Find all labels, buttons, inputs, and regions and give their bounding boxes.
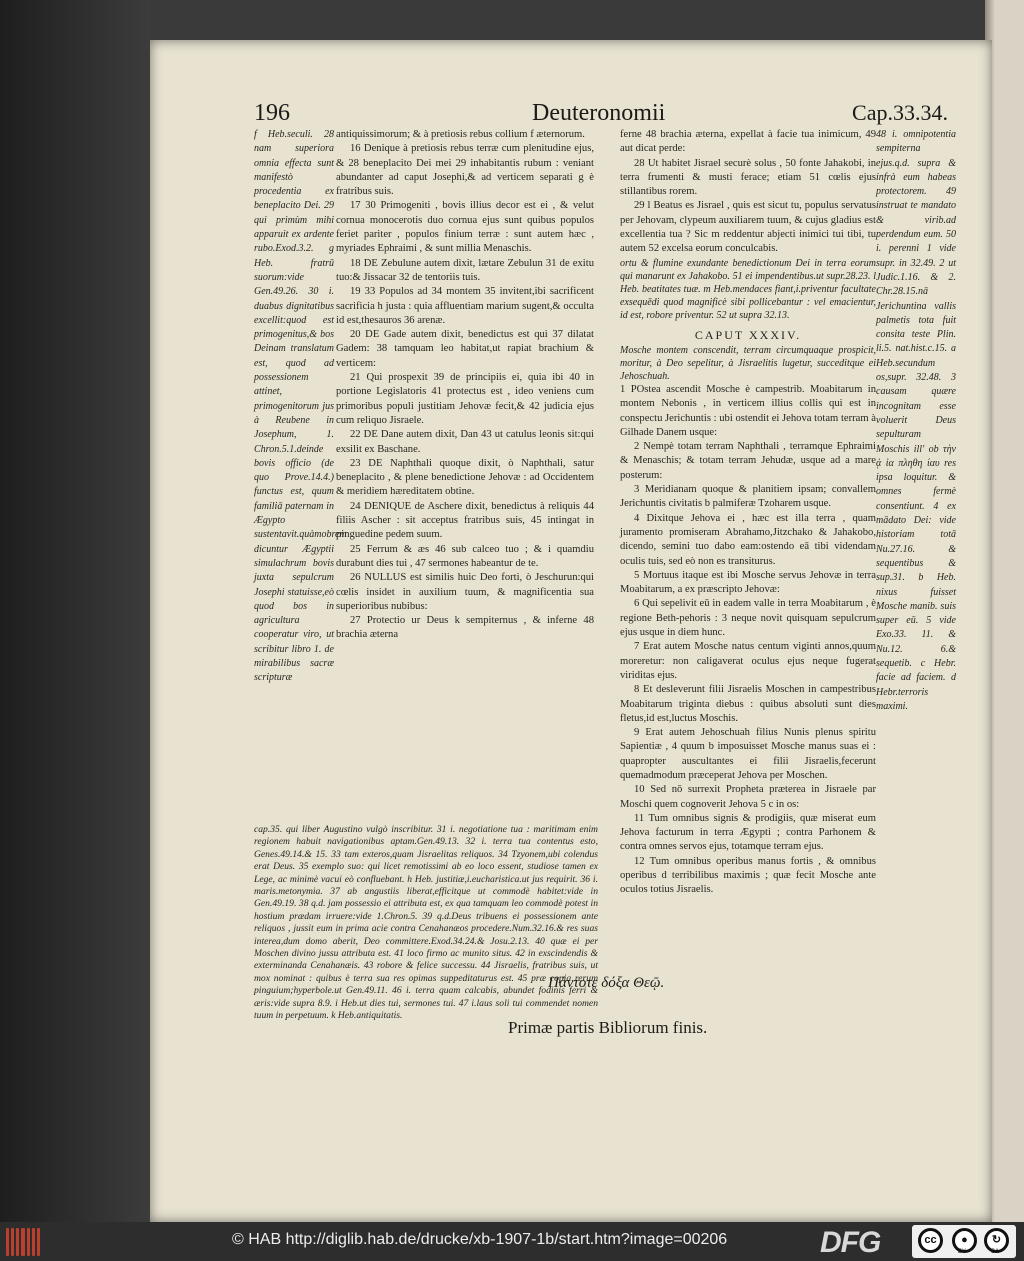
hab-logo-icon bbox=[6, 1228, 40, 1256]
source-url-link[interactable]: © HAB http://diglib.hab.de/drucke/xb-1907-1b/start.htm?image=00206 bbox=[232, 1231, 728, 1248]
verse-paragraph: antiquissimorum; & à pretiosis rebus collium f æternorum. bbox=[336, 129, 585, 140]
verse-paragraph: 22 DE Dane autem dixit, Dan 43 ut catulus leonis sit:qui exsilit ex Baschane. bbox=[336, 429, 594, 455]
verse-paragraph: 4 Dixitque Jehova ei , hæc est illa terra , quam juramento promiseram Abrahamo,Jitzchako & Jahakobo, dicendo, semini tuo dabo eam:ostendo eā tibi videndam oculis tuis, sed eò non es transiturus. bbox=[620, 512, 876, 567]
verse-paragraph: 20 DE Gade autem dixit, benedictus est qui 37 dilatat Gadem: 38 tamquam leo habitat,ut rapiat brachium & verticem: bbox=[336, 329, 594, 369]
left-shadow bbox=[0, 0, 150, 1222]
verse-paragraph: 12 Tum omnibus operibus manus fortis , & omnibus operibus d terribilibus maximis ; quæ fecit Mosche ante oculos totius Jisraelis. bbox=[620, 855, 876, 896]
verse-paragraph: ferne 48 brachia æterna, expellat à facie tua inimicum, 49 aut dicat perde: bbox=[620, 129, 876, 155]
page-number: 196 bbox=[254, 100, 290, 126]
closing-finis-line: Primæ partis Bibliorum finis. bbox=[508, 1018, 708, 1037]
verse-paragraph: 10 Sed nō surrexit Propheta præterea in Jisraele par Moschi quem cognoverit Jehova 5 c in os: bbox=[620, 784, 876, 810]
closing-greek-line: Πάντοτε δόξα Θεῷ. bbox=[548, 975, 665, 991]
verse-paragraph: 7 Erat autem Mosche natus centum viginti annos,quum moreretur: non caligaverat oculus ejus neque fugerat viriditas ejus. bbox=[620, 641, 876, 681]
verse-paragraph: 16 Denique à pretiosis rebus terræ cum plenitudine ejus, & 28 beneplacito Dei mei 29 inhabitantis rubum : veniant abundanter ad caput Josephi,& ad verticem separati g è fratribus suis. bbox=[336, 143, 594, 198]
text-column-right bbox=[620, 128, 876, 968]
verse-paragraph: 21 Qui prospexit 39 de principiis ei, quia ibi 40 in portione Legislatoris 41 protectus est , ideo veniens cum primoribus populi justitiam Jehovæ fecit,& 42 judicia ejus cum reliquo Jisraele. bbox=[336, 372, 594, 426]
by-label: BY bbox=[958, 1249, 967, 1255]
verse-paragraph: 8 Et desleverunt filii Jisraelis Moschen in campestribus Moabitarum triginta diebus : quibus absoluti sunt dies fletus,id est,luctus Moschis. bbox=[620, 684, 876, 724]
verse-paragraph: 27 Protectio ur Deus k sempiternus , & inferne 48 brachia æterna bbox=[336, 615, 594, 641]
by-person-icon: ● bbox=[952, 1228, 977, 1253]
verse-paragraph: 25 Ferrum & æs 46 sub calceo tuo ; & i quamdiu durabunt dies tui , 47 sermones habeantur de te. bbox=[336, 543, 594, 569]
scanned-page bbox=[150, 40, 992, 1222]
verse-paragraph: 6 Qui sepelivit eū in eadem valle in terra Moabitarum , è regione Beth-pehoris : 3 neque novit quisquam sepulcrum ejus usque in diem hunc. bbox=[620, 598, 876, 639]
verse-paragraph: 24 DENIQUE de Aschere dixit, benedictus à reliquis 44 filiis Ascher : sit acceptus fratribus suis, 45 intingat in pinguedine pedem suum. bbox=[336, 500, 594, 541]
chapter-summary: Mosche montem conscendit, terram circumquaque prospicit, moritur, à Deo sepelitur, à Jisraelitis lugetur, succeditque ei Jehoschuah. bbox=[620, 344, 876, 382]
verse-paragraph: 2 Nempè totam terram Naphthali , terramque Ephraimi & Menaschis; & totam terram Jehudæ, usque ad a mare posterum: bbox=[620, 441, 876, 481]
spanning-note: ortu & flumine exundante benedictionum Dei in terra eorum qui manarunt ex Jahakobo. 51 ei impendentibus.ut supr.28.23. l Heb. beatitates tuæ. m Heb.mendaces fiant,i.priventur facultate exsequēdi quod magnificè sibi pollicebantur : vel emacientur, id est, robore priventur. 52 ut supra 32.13. bbox=[620, 257, 876, 321]
verse-paragraph: 11 Tum omnibus signis & prodigiis, quæ miserat eum Jehova facturum in terra Ægypti ; contra Parhonem & contra omnes servos ejus, totamque terram ejus. bbox=[620, 812, 876, 853]
verse-paragraph: 29 l Beatus es Jisrael , quis est sicut tu, populus servatus per Jehovam, clypeum auxiliarem tuum, & cujus gladius est excellentia tua ? Sic m reddentur abjecti inimici tui tibi, tu autem 52 excelsa eorum conculcabis. bbox=[620, 200, 876, 255]
verse-paragraph: 3 Meridianam quoque & planitiem ipsam; convallem Jerichuntis civitatis b palmiferæ Tzoharem usque. bbox=[620, 484, 876, 510]
license-badge[interactable] bbox=[912, 1225, 1016, 1258]
sa-share-icon: ↻ bbox=[984, 1228, 1009, 1253]
verse-paragraph: 26 NULLUS est similis huic Deo forti, ò Jeschurun:qui cœlis insidet in auxilium tuum, & magnificentia sua superioribus nubibus: bbox=[336, 572, 594, 612]
verse-paragraph: 17 30 Primogeniti , bovis illius decor est ei , & velut cornua monocerotis duo cornua ejus sunt quibus populos feriet pariter , populos finium terræ : sunt autem hæc , myriades Ephraimi , & sunt millia Menaschis. bbox=[336, 200, 594, 255]
left-margin-notes: f Heb.seculi. 28 nam superiora omnia effecta sunt manifestò procedentia ex beneplacito Dei. 29 qui primùm mihi apparuit ex ardente rubo.Exod.3.2. g Heb. fratrū suorum:vide Gen.49.26. 30 i. duabus dignitatibus excellit:quod est primogenitus,& bos Deinam translatum est, quod ad possessionem attinet, primogenitorum jus à Reubene in Josephum, 1. Chron.5.1.deinde bovis officio (de quo Prove.14.4.) functus est, quum familiā paternam in Ægypto sustentavit.quàmobrem dicuntur Ægyptii simulachrum bovis juxta sepulcrum Josephi statuisse,eò quod bos in agricultura cooperatur viro, ut scribitur libro 1. de mirabilibus sacræ scripturæ bbox=[254, 129, 347, 684]
chapter-reference: Cap.33.34. bbox=[852, 100, 948, 125]
dfg-logo: DFG bbox=[820, 1226, 881, 1259]
sa-label: SA bbox=[991, 1249, 1000, 1255]
running-title: Deuteronomii bbox=[532, 100, 666, 126]
right-margin-notes: 48 i. omnipotentia sempiterna ejus.q.d. supra & infrà eum habeas protectorem. 49 instruat te mandato & virib.ad perdendum eum. 50 i. perenni 1 vide supr. in 32.49. 2 ut Judic.1.16. & 2. Chr.28.15.nā Jerichuntina vallis palmetis tota fuit consita teste Plin. li.5. nat.hist.c.15. a Heb.secundum os,supr. 32.48. 3 causam quære incognitam esse voluerit Deus sepulturam Moschis ill' ob τὴν ᾀ ἰα πληθη ίαυ res ipsa loquitur. & omnes fermè consentiunt. 4 ex mādato Dei: vide historiam totā Nu.27.16. & sequentibus & sup.31. b Heb. nixus fuisset Mosche manib. suis super eū. 5 vide Exo.33. 11. & Nu.12. 6.& sequetib. c Hebr. facie ad faciem. d Hebr.terroris maximi. bbox=[876, 129, 956, 712]
verse-paragraph: 19 33 Populos ad 34 montem 35 invitent,ibi sacrificent sacrificia h justa : quia affluentiam marium sugent,& occulta id est,thesauros 36 arenæ. bbox=[336, 286, 594, 326]
cc-icon: cc bbox=[918, 1228, 943, 1253]
verse-paragraph: 9 Erat autem Jehoschuah filius Nunis plenus spiritu Sapientiæ , 4 quum b imposuisset Mosche manus suas ei : quapropter auscultantes ei filii Jisraelis,fecerunt quemadmodum præceperat Jehova per Moschen. bbox=[620, 727, 876, 781]
status-bar bbox=[0, 1222, 1024, 1261]
verse-paragraph: 28 Ut habitet Jisrael securè solus , 50 fonte Jahakobi, in terra frumenti & musti ferace; etiam 51 cœlis ejus stillantibus rorem. bbox=[620, 157, 876, 198]
chapter-heading: CAPUT XXXIV. bbox=[694, 327, 802, 342]
verse-paragraph: 23 DE Naphthali quoque dixit, ò Naphthali, satur beneplacito , & plene benedictione Jehovæ : ad Occidentem & meridiem hæreditatem obtine. bbox=[336, 457, 594, 498]
verse-paragraph: 5 Mortuus itaque est ibi Mosche servus Jehovæ in terra Moabitarum, a ex præscripto Jehovæ: bbox=[620, 569, 876, 596]
footnotes-block: cap.35. qui liber Augustino vulgò inscribitur. 31 i. negotiatione tua : maritimam enim regionem habuit navigationibus aptam.Gen.49.13. 32 i. terra tua contentus esto, Genes.49.14.& 15. 33 tam exteros,quam Jisraelitas reliquos. 34 Tzyonem,ubi colendus erat Deus. 35 exemplo suo: qui licet remotissimi ab eo loco essent, studiose tamen ex Lege, ac minimè vacui eò confluebant. h Heb. justitiæ,i.eucharistica.ut jus requirit. 36 i. maris.metonymia. 37 ab angustiis liberat,efficitque ut commodè habitet:vide in Gen.49.19. 38 q.d. jam possessio ei attributa est, ex qua tamquam leo commodè potest in hostium prædam irruere:vide 1.Chron.5. 39 q.d.Deus tribuens ei possessionem ante reliquos , jussit eum in prima acie contra Cenahanæos procedere.Num.32.16.& res suas interea,dum domo aberit, Deo committere.Exod.34.24.& Josu.2.13. 40 quæ ei per Moschen divino jussu attributa est. 41 loco firmo ac munito situs. 42 in exscindendis & exterminanda Cenahanæis. 43 robore & felice successu. 44 Jisraelis, fratribus suis, ut mox nominat : quibus è terra sua res opimas suppeditaturus est. 45 præ copia rerum pinguium;hyperbole.ut Gen.49.11. 46 i. terra quam calcabis, abundet fodinis ferri & æris:vide supra 8.9. i Heb.ut dies tui, sermones tui. 47 i.laus soli tui commendet nomen tuum in perpetuum. k Heb.antiquitatis. bbox=[254, 824, 598, 1022]
verse-paragraph: 18 DE Zebulune autem dixit, lætare Zebulun 31 de exitu tuo:& Jissacar 32 de tentoriis tuis. bbox=[336, 257, 594, 283]
verse-paragraph: 1 POstea ascendit Mosche è campestrib. Moabitarum in montem Nebonis , in verticem illius collis qui est in conspectu Jerichuntis : ubi ostendit ei Jehova totam terram à Gilhade Danem usque: bbox=[620, 383, 876, 438]
